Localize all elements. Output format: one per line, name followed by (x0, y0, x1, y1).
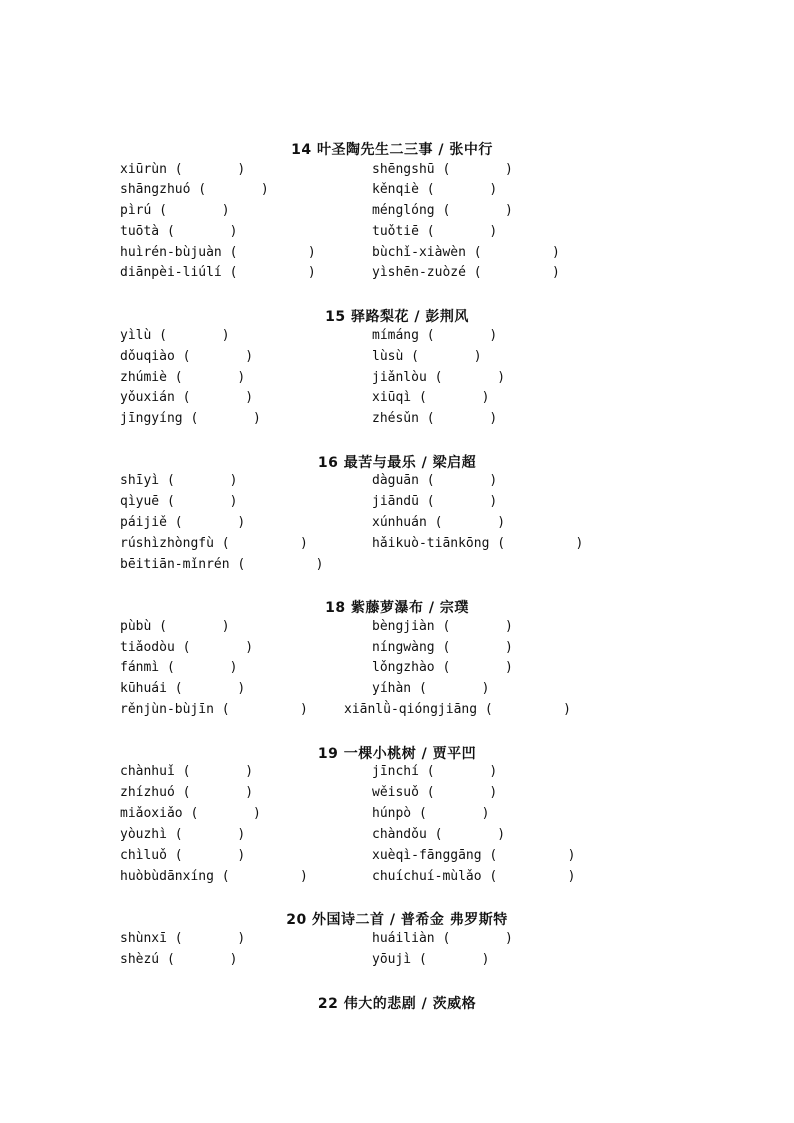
pinyin-entry: yíhàn ( ) (372, 681, 490, 696)
pinyin-entry: jiǎnlòu ( ) (372, 370, 506, 385)
pinyin-entry: xiūqì ( ) (372, 390, 490, 405)
pinyin-entry: shāngzhuó ( ) (120, 182, 269, 197)
pinyin-entry: yìlù ( ) (120, 328, 230, 343)
section-heading: 15 驿路梨花 / 彭荆风 (325, 309, 469, 325)
pinyin-entry: kěnqiè ( ) (372, 182, 498, 197)
pinyin-entry: jīngyíng ( ) (120, 411, 261, 426)
pinyin-entry: kūhuái ( ) (120, 681, 246, 696)
pinyin-entry: tuōtà ( ) (120, 224, 238, 239)
pinyin-entry: yòuzhì ( ) (120, 827, 246, 842)
pinyin-entry: yǒuxián ( ) (120, 390, 254, 405)
pinyin-entry: chàndǒu ( ) (372, 827, 506, 842)
pinyin-entry: chànhuǐ ( ) (120, 764, 254, 779)
pinyin-entry: ménglóng ( ) (372, 203, 513, 218)
section-heading: 20 外国诗二首 / 普希金 弗罗斯特 (286, 912, 508, 928)
pinyin-entry: shēngshū ( ) (372, 162, 513, 177)
pinyin-entry: níngwàng ( ) (372, 640, 513, 655)
pinyin-entry: huìrén-bùjuàn ( ) (120, 245, 316, 260)
pinyin-entry: huòbùdānxíng ( ) (120, 869, 308, 884)
pinyin-entry: chìluǒ ( ) (120, 848, 246, 863)
section-heading: 18 紫藤萝瀑布 / 宗璞 (325, 600, 469, 616)
pinyin-entry: wěisuǒ ( ) (372, 785, 498, 800)
pinyin-entry: chuíchuí-mùlǎo ( ) (372, 869, 576, 884)
pinyin-entry: rúshìzhòngfù ( ) (120, 536, 308, 551)
pinyin-entry: huáiliàn ( ) (372, 931, 513, 946)
pinyin-entry: pìrú ( ) (120, 203, 230, 218)
pinyin-entry: jīnchí ( ) (372, 764, 498, 779)
pinyin-entry: páijiě ( ) (120, 515, 246, 530)
pinyin-entry: húnpò ( ) (372, 806, 490, 821)
section-heading: 22 伟大的悲剧 / 茨威格 (317, 996, 477, 1012)
pinyin-entry: bèngjiàn ( ) (372, 619, 513, 634)
pinyin-entry: pùbù ( ) (120, 619, 230, 634)
pinyin-entry: dǒuqiào ( ) (120, 349, 254, 364)
pinyin-entry: zhésǔn ( ) (372, 411, 498, 426)
pinyin-entry: bēitiān-mǐnrén ( ) (120, 557, 324, 572)
pinyin-entry: yìshēn-zuòzé ( ) (372, 265, 560, 280)
pinyin-entry: xúnhuán ( ) (372, 515, 506, 530)
section-heading: 16 最苦与最乐 / 梁启超 (317, 455, 477, 471)
pinyin-entry: zhízhuó ( ) (120, 785, 254, 800)
pinyin-entry: shīyì ( ) (120, 473, 238, 488)
pinyin-entry: lǒngzhào ( ) (372, 660, 513, 675)
pinyin-entry: diānpèi-liúlí ( ) (120, 265, 316, 280)
pinyin-entry: zhúmiè ( ) (120, 370, 246, 385)
pinyin-entry: fánmì ( ) (120, 660, 238, 675)
pinyin-entry: tuǒtiē ( ) (372, 224, 498, 239)
pinyin-entry: xuèqì-fānggāng ( ) (372, 848, 576, 863)
pinyin-entry: qìyuē ( ) (120, 494, 238, 509)
section-heading: 14 叶圣陶先生二三事 / 张中行 (291, 142, 493, 158)
pinyin-entry: dàguān ( ) (372, 473, 498, 488)
pinyin-entry: shùnxī ( ) (120, 931, 246, 946)
pinyin-entry: hǎikuò-tiānkōng ( ) (372, 536, 584, 551)
pinyin-entry: miǎoxiǎo ( ) (120, 806, 261, 821)
pinyin-entry: xiūrùn ( ) (120, 162, 246, 177)
pinyin-entry: bùchǐ-xiàwèn ( ) (372, 245, 560, 260)
pinyin-entry: lùsù ( ) (372, 349, 482, 364)
section-heading: 19 一棵小桃树 / 贾平凹 (317, 746, 477, 762)
pinyin-entry: xiānlǜ-qióngjiāng ( ) (344, 702, 571, 717)
pinyin-entry: yōujì ( ) (372, 952, 490, 967)
pinyin-entry: mímáng ( ) (372, 328, 498, 343)
pinyin-entry: rěnjùn-bùjīn ( ) (120, 702, 308, 717)
pinyin-entry: jiāndū ( ) (372, 494, 498, 509)
pinyin-entry: shèzú ( ) (120, 952, 238, 967)
pinyin-entry: tiǎodòu ( ) (120, 640, 254, 655)
